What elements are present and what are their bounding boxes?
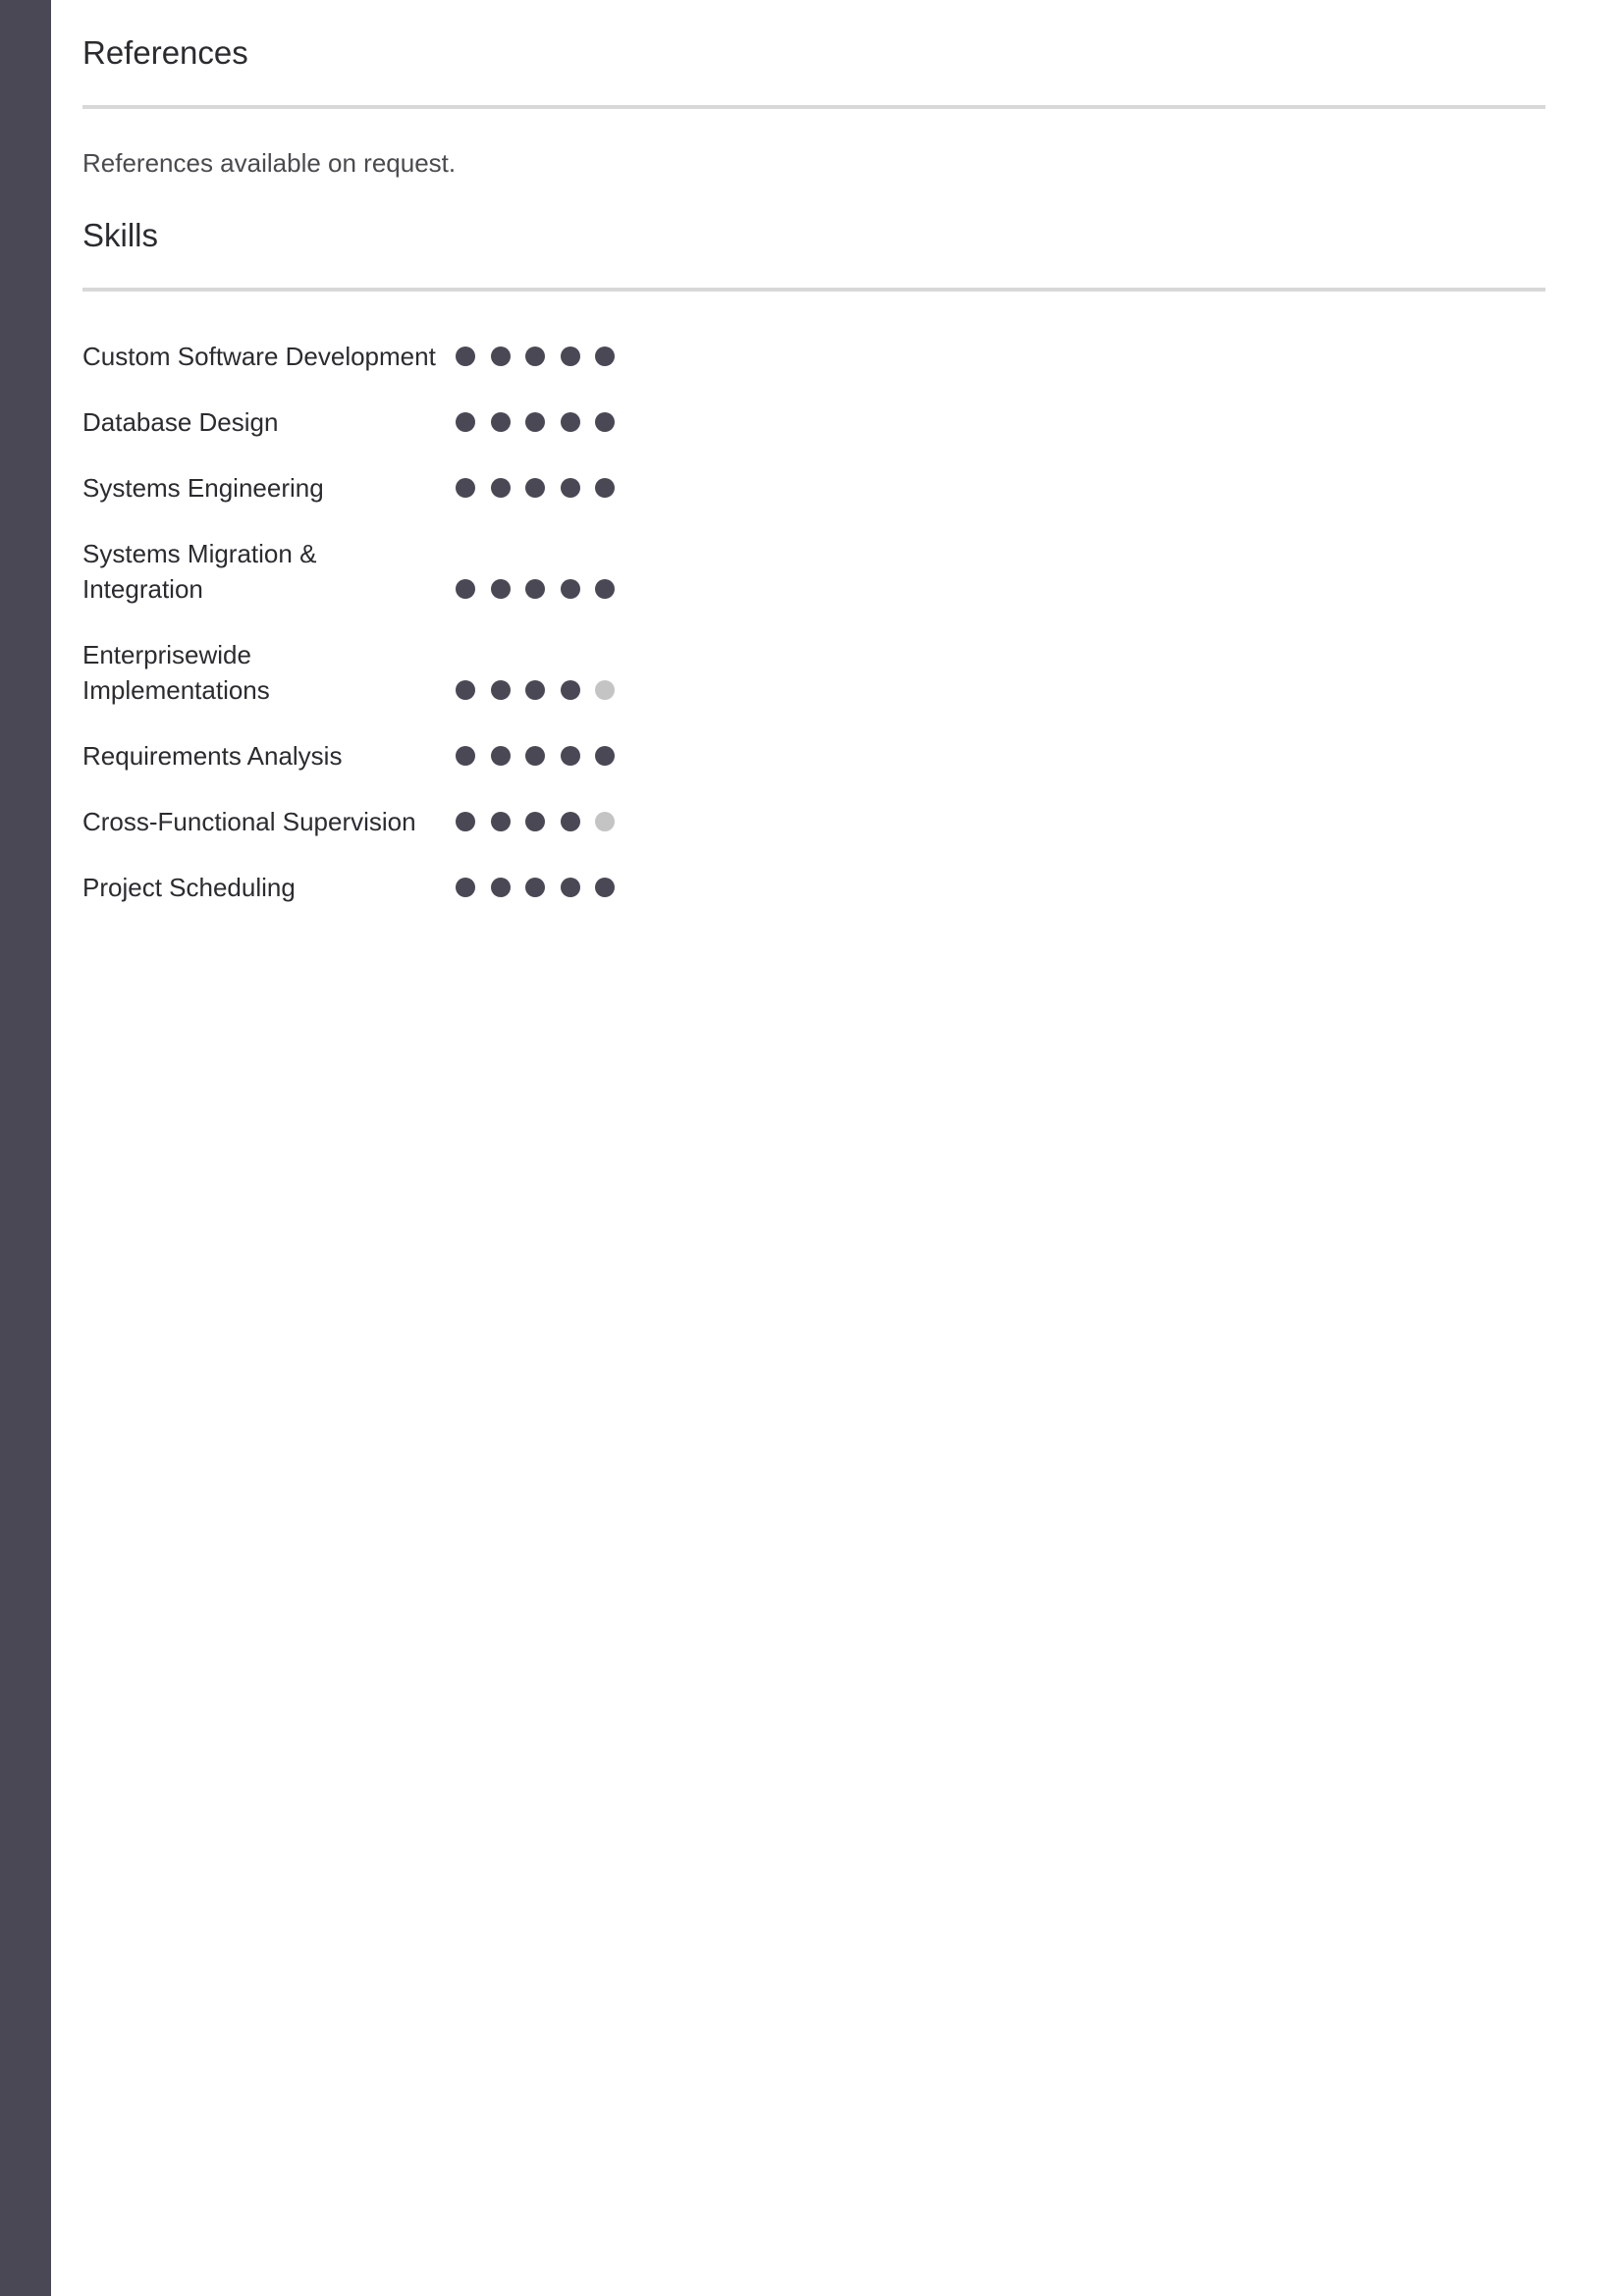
rating-dot-filled (491, 347, 511, 366)
rating-dot-filled (456, 812, 475, 831)
rating-dot-filled (595, 412, 615, 432)
skill-name-line: Integration (82, 574, 203, 604)
rating-dot-filled (525, 579, 545, 599)
rating-dot-filled (491, 746, 511, 766)
rating-dot-filled (456, 347, 475, 366)
rating-dot-filled (525, 347, 545, 366)
rating-dot-filled (561, 478, 580, 498)
rating-dot-empty (595, 680, 615, 700)
references-divider (82, 105, 1545, 109)
skill-name (82, 536, 446, 607)
rating-dot-filled (561, 412, 580, 432)
references-text: References available on request. (82, 148, 457, 178)
skill-name-line: Systems Migration & (82, 539, 317, 568)
skill-name (82, 339, 446, 374)
rating-dot-filled (491, 478, 511, 498)
rating-dot-filled (525, 878, 545, 897)
rating-dot-filled (491, 579, 511, 599)
skill-name (82, 637, 446, 708)
references-heading: References (82, 34, 248, 71)
rating-dot-filled (561, 746, 580, 766)
rating-dot-empty (595, 812, 615, 831)
skill-rating (456, 412, 632, 434)
rating-dot-filled (525, 680, 545, 700)
skill-rating (456, 347, 632, 368)
rating-dot-filled (491, 878, 511, 897)
rating-dot-filled (561, 680, 580, 700)
rating-dot-filled (491, 412, 511, 432)
rating-dot-filled (595, 478, 615, 498)
rating-dot-filled (595, 579, 615, 599)
skill-rating (456, 746, 632, 768)
rating-dot-filled (525, 812, 545, 831)
rating-dot-filled (561, 878, 580, 897)
rating-dot-filled (525, 412, 545, 432)
skill-name-line: Requirements Analysis (82, 741, 343, 771)
skills-heading: Skills (82, 217, 159, 253)
rating-dot-filled (491, 812, 511, 831)
skill-name-line: Systems Engineering (82, 473, 324, 503)
sidebar-accent-bar (0, 0, 51, 2296)
skill-name (82, 870, 446, 905)
skill-name-line: Cross-Functional Supervision (82, 807, 416, 836)
skill-name (82, 470, 446, 506)
rating-dot-filled (456, 412, 475, 432)
rating-dot-filled (595, 878, 615, 897)
skill-rating (456, 878, 632, 899)
rating-dot-filled (561, 812, 580, 831)
rating-dot-filled (456, 579, 475, 599)
skill-name-line: Project Scheduling (82, 873, 296, 902)
rating-dot-filled (456, 680, 475, 700)
rating-dot-filled (595, 746, 615, 766)
skills-divider (82, 288, 1545, 292)
skill-name (82, 738, 446, 774)
skill-name-line: Implementations (82, 675, 270, 705)
skill-rating (456, 680, 632, 702)
rating-dot-filled (525, 478, 545, 498)
skill-rating (456, 478, 632, 500)
skill-name (82, 404, 446, 440)
skill-rating (456, 812, 632, 833)
skill-name-line: Database Design (82, 407, 279, 437)
skill-name-line: Custom Software Development (82, 342, 436, 371)
skill-rating (456, 579, 632, 601)
skill-name (82, 804, 446, 839)
rating-dot-filled (491, 680, 511, 700)
rating-dot-filled (456, 746, 475, 766)
rating-dot-filled (561, 347, 580, 366)
rating-dot-filled (456, 478, 475, 498)
rating-dot-filled (595, 347, 615, 366)
rating-dot-filled (456, 878, 475, 897)
skill-name-line: Enterprisewide (82, 640, 251, 669)
rating-dot-filled (525, 746, 545, 766)
rating-dot-filled (561, 579, 580, 599)
